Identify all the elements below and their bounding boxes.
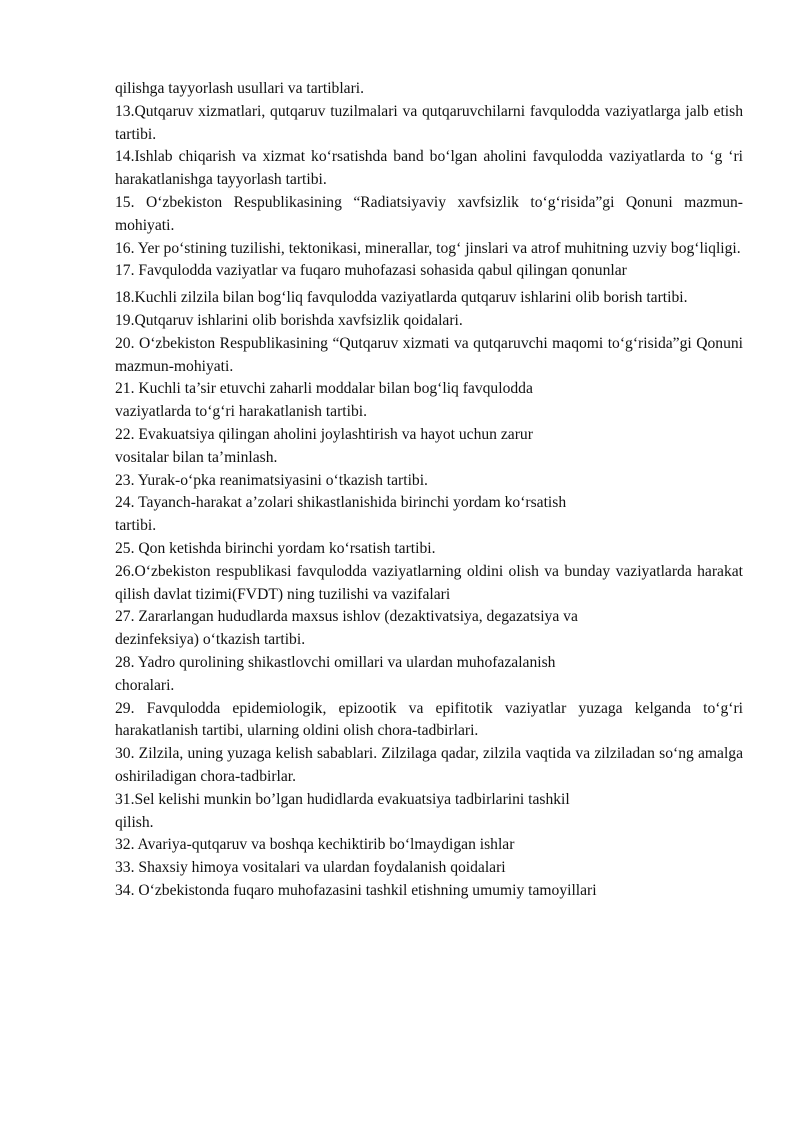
list-item	[115, 260, 743, 283]
list-item	[115, 698, 743, 744]
list-item-text: 32. Avariya-qutqaruv va boshqa kechiktirib bo‘lmaydigan ishlar	[115, 836, 515, 854]
list-item-text: 33. Shaxsiy himoya vositalari va ulardan foydalanish qoidalari	[115, 859, 506, 877]
list-item-continuation: vaziyatlarda to‘g‘ri harakatlanish tartibi.	[115, 403, 367, 421]
list-item	[115, 101, 743, 147]
list-item-continuation: choralari.	[115, 676, 175, 694]
list-item	[115, 789, 743, 835]
document-page	[115, 78, 743, 903]
list-item-text: 30. Zilzila, uning yuzaga kelish sabablari. Zilzilaga qadar, zilzila vaqtida va zilziladan so‘ng amalga oshiriladigan chora-tadbirlar.	[115, 745, 743, 785]
list-item-text: 27. Zararlangan hududlarda maxsus ishlov (dezaktivatsiya, degazatsiya va	[115, 608, 578, 626]
list-item-continuation: dezinfeksiya) o‘tkazish tartibi.	[115, 631, 306, 649]
list-item-text: 14.Ishlab chiqarish va xizmat ko‘rsatishda band bo‘lgan aholini favqulodda vaziyatlarda to ‘g ‘ri harakatlanishga tayyorlash tartibi.	[115, 148, 743, 189]
list-item-text: 21. Kuchli ta’sir etuvchi zaharli moddalar bilan bog‘liq favqulodda	[115, 380, 533, 398]
list-item	[115, 857, 743, 880]
list-item-text: 20. O‘zbekiston Respublikasining “Qutqaruv xizmati va qutqaruvchi maqomi to‘g‘risida”gi Qonuni mazmun-mohiyati.	[115, 334, 743, 375]
list-item-text: 16. Yer po‘stining tuzilishi, tektonikasi, minerallar, tog‘ jinslari va atrof muhitning uzviy bog‘liqligi.	[115, 239, 741, 257]
list-item-text: 28. Yadro qurolining shikastlovchi omillari va ulardan muhofazalanish	[115, 653, 556, 671]
list-item-text: 17. Favqulodda vaziyatlar va fuqaro muhofazasi sohasida qabul qilingan qonunlar	[115, 262, 627, 280]
list-item	[115, 424, 743, 470]
list-item	[115, 378, 743, 424]
list-item-text: 18.Kuchli zilzila bilan bog‘liq favqulodda vaziyatlarda qutqaruv ishlarini olib borish tartibi.	[115, 289, 688, 307]
list-item	[115, 333, 743, 379]
list-item-text: 31.Sel kelishi munkin bo’lgan hudidlarda evakuatsiya tadbirlarini tashkil	[115, 790, 570, 808]
list-item	[115, 492, 743, 538]
list-item-text: qilishga tayyorlash usullari va tartiblari.	[115, 80, 365, 97]
list-item	[115, 561, 743, 607]
list-item-text: 26.O‘zbekiston respublikasi favqulodda vaziyatlarning oldini olish va bunday vaziyatlarda harakat qilish davlat tizimi(FVDT) ning tuzilishi va vazifalari	[115, 562, 743, 603]
list-item-continuation: qilish.	[115, 813, 154, 831]
list-item-text: 19.Qutqaruv ishlarini olib borishda xavfsizlik qoidalari.	[115, 311, 463, 329]
list-item	[115, 287, 743, 310]
list-item-text: 29. Favqulodda epidemiologik, epizootik va epifitotik vaziyatlar yuzaga kelganda to‘g‘ri harakatlanish tartibi, ularning oldini olish chora-tadbirlari.	[115, 699, 743, 740]
list-item-continuation: tartibi.	[115, 517, 157, 535]
list-item-text: 15. O‘zbekiston Respublikasining “Radiatsiyaviy xavfsizlik to‘g‘risida”gi Qonuni mazmun-mohiyati.	[115, 193, 743, 234]
list-item	[115, 146, 743, 192]
list-item	[115, 743, 743, 789]
list-item	[115, 238, 743, 261]
list-item-text: 23. Yurak-o‘pka reanimatsiyasini o‘tkazish tartibi.	[115, 471, 428, 489]
list-item	[115, 470, 743, 493]
list-item	[115, 538, 743, 561]
list-item	[115, 834, 743, 857]
list-item-text: 22. Evakuatsiya qilingan aholini joylashtirish va hayot uchun zarur	[115, 425, 533, 443]
list-item-text: 24. Tayanch-harakat a’zolari shikastlanishida birinchi yordam ko‘rsatish	[115, 494, 567, 512]
list-item	[115, 310, 743, 333]
list-item	[115, 880, 743, 903]
list-item	[115, 78, 743, 101]
list-item	[115, 606, 743, 652]
list-item-text: 25. Qon ketishda birinchi yordam ko‘rsatish tartibi.	[115, 539, 436, 557]
list-item-text: 34. O‘zbekistonda fuqaro muhofazasini tashkil etishning umumiy tamoyillari	[115, 881, 597, 899]
list-item-continuation: vositalar bilan ta’minlash.	[115, 448, 278, 466]
list-item	[115, 652, 743, 698]
list-item-text: 13.Qutqaruv xizmatlari, qutqaruv tuzilmalari va qutqaruvchilarni favqulodda vaziyatlarga jalb etish tartibi.	[115, 102, 743, 143]
list-item	[115, 192, 743, 238]
